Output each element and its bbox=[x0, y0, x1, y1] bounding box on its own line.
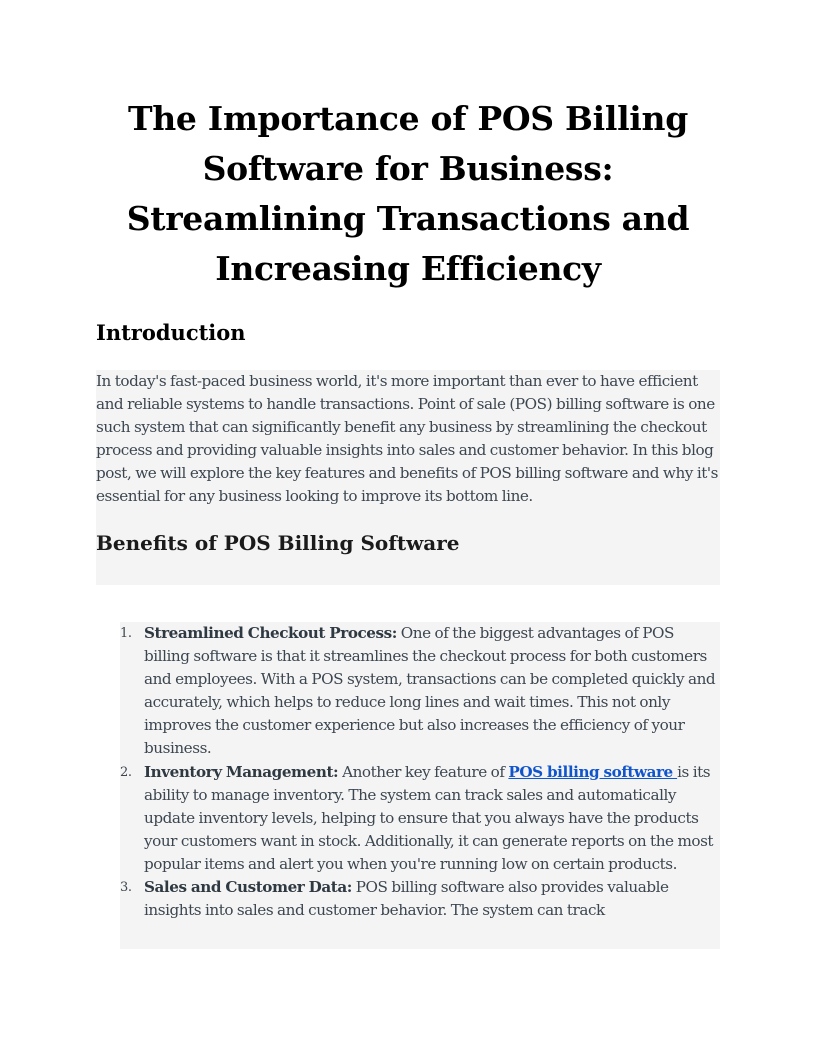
list-item bbox=[120, 761, 720, 876]
introduction-section bbox=[96, 370, 720, 585]
list-item-text: One of the biggest advantages of POS billing software is that it streamlines the checkout process for both customers and employees. With a POS system, transactions can be completed quickly and accurately, which helps to reduce long lines and wait times. This not only improves the customer experience but also increases the efficiency of your business. bbox=[144, 624, 716, 758]
list-item-text: Another key feature of bbox=[338, 762, 509, 781]
list-item-title: Streamlined Checkout Process: bbox=[144, 624, 397, 642]
benefits-list bbox=[120, 622, 720, 922]
list-item bbox=[120, 876, 720, 922]
list-item-number: 2. bbox=[120, 764, 132, 780]
pos-billing-software-link[interactable]: POS billing software bbox=[508, 762, 678, 781]
benefits-heading: Benefits of POS Billing Software bbox=[96, 530, 460, 555]
page-title: The Importance of POS Billing Software for Business: Streamlining Transactions and Increasing Efficiency bbox=[126, 99, 690, 288]
list-item-number: 3. bbox=[120, 880, 132, 896]
list-item-text: POS billing software also provides valuable insights into sales and customer behavior. The system can track bbox=[144, 878, 669, 920]
list-item-text: is its ability to manage inventory. The system can track sales and automatically update inventory levels, helping to ensure that you always have the products your customers want in stock. Additionally, it can generate reports on the most popular items and alert you when you're running low on certain products. bbox=[144, 762, 714, 873]
introduction-heading: Introduction bbox=[96, 320, 246, 345]
list-item-title: Inventory Management: bbox=[144, 762, 339, 781]
list-item-title: Sales and Customer Data: bbox=[144, 878, 352, 897]
list-item bbox=[120, 622, 720, 761]
list-item-number: 1. bbox=[120, 626, 132, 641]
benefits-list-section bbox=[120, 622, 720, 949]
introduction-paragraph: In today's fast-paced business world, it's more important than ever to have efficient and reliable systems to handle transactions. Point of sale (POS) billing software is one such system that can significantly benefit any business by streamlining the checkout process and providing valuable insights into sales and customer behavior. In this blog post, we will explore the key features and benefits of POS billing software and why it's essential for any business looking to improve its bottom line. bbox=[96, 372, 718, 506]
